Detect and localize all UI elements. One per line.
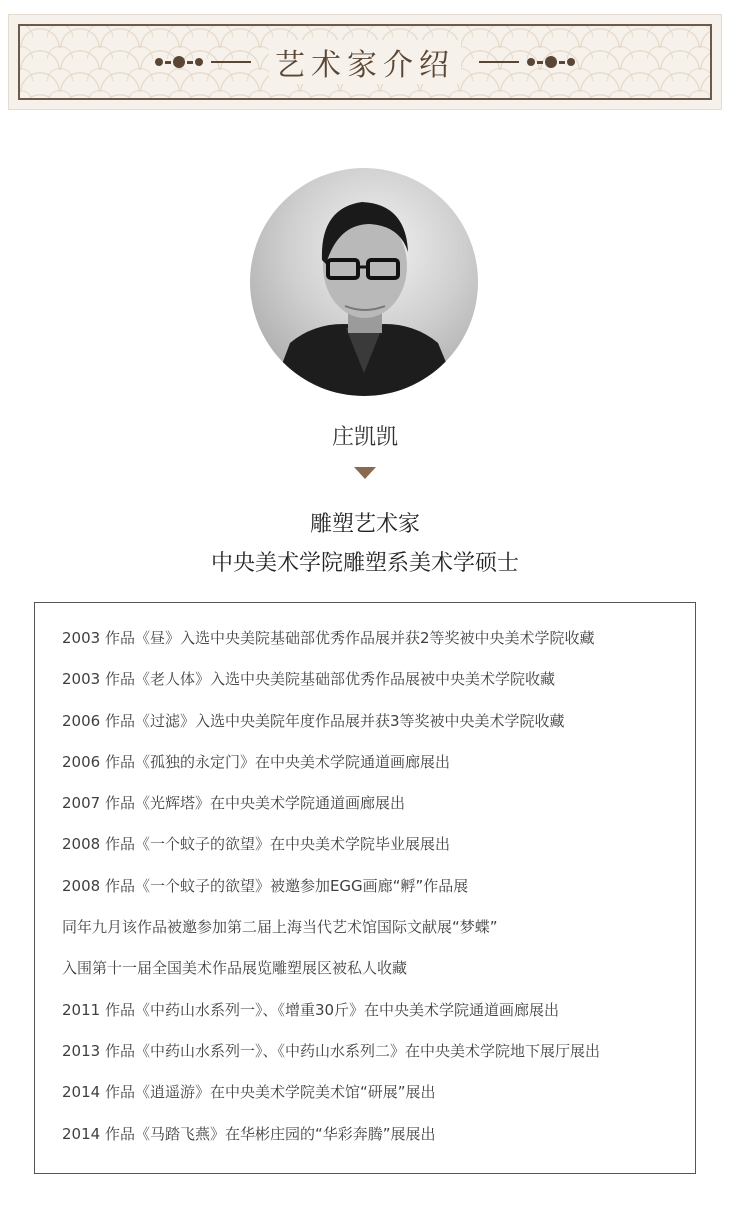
exhibition-list — [35, 603, 695, 1162]
list-item: 2007 作品《光辉塔》在中央美术学院通道画廊展出 — [62, 794, 405, 813]
list-item: 同年九月该作品被邀参加第二届上海当代艺术馆国际文献展“梦蝶” — [62, 918, 498, 937]
right-ornament-icon — [479, 56, 575, 68]
list-item: 2006 作品《孤独的永定门》在中央美术学院通道画廊展出 — [62, 752, 450, 771]
list-item: 2006 作品《过滤》入选中央美院年度作品展并获3等奖被中央美术学院收藏 — [62, 711, 565, 730]
list-item: 2008 作品《一个蚊子的欲望》被邀参加EGG画廊“孵”作品展 — [62, 876, 469, 895]
down-triangle-icon — [354, 467, 376, 479]
list-item: 2013 作品《中药山水系列一》、《中药山水系列二》在中央美术学院地下展厅展出 — [62, 1041, 600, 1060]
left-ornament-icon — [155, 56, 251, 68]
artist-portrait — [250, 168, 478, 396]
artist-role: 雕塑艺术家 — [309, 512, 420, 537]
list-item: 2011 作品《中药山水系列一》、《增重30斤》在中央美术学院通道画廊展出 — [62, 1000, 560, 1019]
artist-name: 庄凯凯 — [331, 425, 398, 450]
section-banner — [8, 14, 722, 110]
list-item: 2014 作品《马踏飞燕》在华彬庄园的“华彩奔腾”展展出 — [62, 1124, 436, 1143]
list-item: 2008 作品《一个蚊子的欲望》在中央美术学院毕业展展出 — [62, 835, 450, 854]
exhibition-list-box — [34, 602, 696, 1174]
list-item: 2014 作品《逍遥游》在中央美术学院美术馆“研展”展出 — [62, 1083, 436, 1102]
list-item: 2003 作品《老人体》入选中央美院基础部优秀作品展被中央美术学院收藏 — [62, 670, 555, 689]
banner-title-row — [20, 40, 710, 84]
list-item: 2003 作品《昼》入选中央美院基础部优秀作品展并获2等奖被中央美术学院收藏 — [62, 629, 595, 647]
list-item: 入围第十一届全国美术作品展览雕塑展区被私人收藏 — [62, 959, 408, 978]
banner-title: 艺术家介绍 — [269, 40, 461, 84]
banner-frame — [18, 24, 712, 100]
portrait-illustration — [250, 168, 478, 396]
artist-degree: 中央美术学院雕塑系美术学硕士 — [210, 551, 519, 576]
